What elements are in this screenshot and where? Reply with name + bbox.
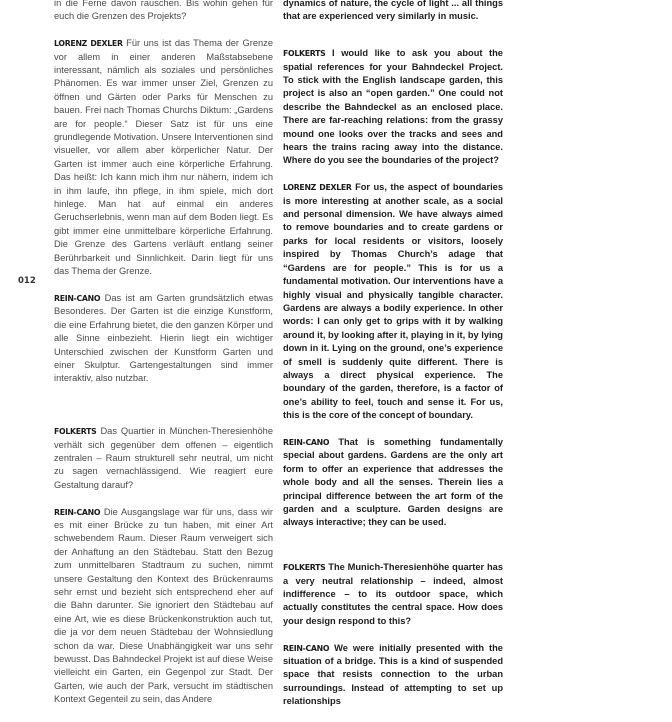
speaker-name: REIN-CANO bbox=[54, 293, 101, 303]
speaker-name: REIN-CANO bbox=[283, 437, 330, 447]
german-column bbox=[54, 0, 273, 720]
paragraph bbox=[283, 0, 503, 24]
paragraph bbox=[283, 181, 503, 422]
speaker-name: REIN-CANO bbox=[283, 643, 330, 653]
paragraph-text: I would like to ask you about the spatial references for your Bahndeckel Project. To stick with the English landscape garden, this project is also an “open garden.” One could not describe the Bahndeckel as an enclosed place. There are far-reaching relations: from the grassy mound one looks over the tracks and sees and hears the trains racing away into the distance. Where do you see the boundaries of the project? bbox=[283, 48, 503, 166]
paragraph-text: We were initially presented with the situation of a bridge. This is a kind of suspended space that resists connection to the urban surroundings. Instead of attempting to set up relationships bbox=[283, 642, 503, 707]
paragraph bbox=[54, 292, 273, 386]
speaker-name: FOLKERTS bbox=[54, 427, 97, 437]
paragraph-text: Die Ausgangslage war für uns, dass wir es mit einer Brücke zu tun haben, mit einer Art schwebendem Raum. Dieser Raum verweigert sich der Anhaftung an den Städtebau. Statt den Bezug zum unmittelbaren Stadtraum zu suchen, nimmt unsere Gestaltung den Kontext des Brückenraums sehr ernst und bezieht sich entsprechend eher auf die Bahn darunter. Sie ignoriert den Städtebau auf eine Art, wie es diese Brückenkonstruktion auch tut, die ja vor dem neuen Städtebau der Wohnsiedlung schon da war. Diese Unabhängigkeit war uns sehr bewusst. Das Bahndeckel Projekt ist auf diese Weise vielleicht ein Garten, ein Gegenpol zur Stadt. Der Garten, wie auch der Park, versucht im städtischen Kontext Gegenteil zu sein, das Andere bbox=[54, 506, 273, 705]
speaker-name: REIN-CANO bbox=[54, 507, 101, 517]
paragraph-text: For us, the aspect of boundaries is more interesting at another scale, as a social and personal dimension. We have always aimed to remove boundaries and to create gardens or parks for local residents or visitors, loosely inspired by Thomas Church’s adage that “Gardens are for people.” This is for us a fundamental motivation. Our interventions have a highly visual and physically tangible character. Gardens are always a bodily experience. In other words: I can only get to grips with it by walking around it, by looking after it, playing in it, by lying down in it. Lying on the ground, one’s experience of smell is suddenly quite different. There is always a direct physical experience. The boundary of the garden, therefore, is a factor of one’s ability to feel, touch and sense it. For us, this is the core of the concept of boundary. bbox=[283, 182, 504, 421]
paragraph bbox=[283, 561, 503, 628]
paragraph-text: That is something fundamentally special about gardens. Gardens are the only art form to offer an experience that addresses the whole body and all the senses. Therein lies a principal difference between the art form of the garden and a sculpture. Garden designs are always interactive; they can be used. bbox=[283, 436, 503, 528]
paragraph bbox=[54, 37, 273, 278]
paragraph-text: Das Quartier in München-Theresienhöhe verhält sich gegenüber dem offenen – eigentlich zentralen – Raum strukturell sehr neutral, um nicht zu sagen vernachlässigend. Wie reagiert eure Gestaltung darauf? bbox=[54, 426, 273, 490]
speaker-name: FOLKERTS bbox=[283, 49, 326, 59]
spacer bbox=[283, 543, 503, 561]
paragraph-text: dynamics of nature, the cycle of light ... all things that are experienced very similarly in music. bbox=[283, 0, 503, 22]
paragraph bbox=[283, 642, 503, 709]
spacer bbox=[54, 399, 273, 425]
paragraph bbox=[54, 0, 273, 24]
paragraph-text: Für uns ist das Thema der Grenze vor allem in einer anderen Maßstabsebene interessant, nämlich als soziales und persönliches Phänomen. Es war immer unser Ziel, Grenzen zu öffnen und Gärten oder Parks für Menschen zu bauen. Frei nach Thomas Churchs Diktum: „Gardens are for people.“ Dieser Satz ist für uns eine grundlegende Motivation. Unsere Interventionen sind visueller, vor allem aber körperlicher Natur. Der Garten ist immer auch eine körperliche Erfahrung. Das heißt: Ich kann mich ihm nur nähern, indem ich in ihm laufe, ihn pflege, in ihm spiele, mich dort hinlege. Man hat auf einmal ein anderes Geruchserlebnis, wenn man auf dem Boden liegt. Es gibt immer eine unmittelbare körperliche Erfahrung. Die Grenze des Gartens verläuft entlang seiner Berührbarkeit und Sinnlichkeit. Darin liegt für uns das Thema der Grenze. bbox=[54, 38, 273, 277]
paragraph bbox=[283, 436, 503, 530]
paragraph-text: The Munich-Theresienhöhe quarter has a very neutral relationship – indeed, almost indifference – to its outdoor space, which actually constitutes the central space. How does your design respond to this? bbox=[283, 562, 503, 626]
english-column bbox=[283, 0, 503, 722]
paragraph bbox=[283, 47, 503, 168]
spacer bbox=[283, 37, 503, 47]
speaker-name: FOLKERTS bbox=[283, 563, 326, 573]
paragraph bbox=[54, 506, 273, 707]
paragraph-text: Das ist am Garten grundsätzlich etwas Besonderes. Der Garten ist die einzige Kunstform, die eine Erfahrung bietet, die den ganzen Körper und alle Sinne einbezieht. Hierin liegt ein wichtiger Unterschied zwischen der Kunstform Garten und einer Skulptur. Gartengestaltungen sind immer interaktiv, also nutzbar. bbox=[54, 292, 273, 384]
speaker-name: LORENZ DEXLER bbox=[54, 39, 123, 49]
paragraph bbox=[54, 425, 273, 492]
page-number: 012 bbox=[18, 276, 36, 286]
paragraph-text: in die Ferne davon rauschen. Bis wohin gehen für euch die Grenzen des Projekts? bbox=[54, 0, 273, 22]
speaker-name: LORENZ DEXLER bbox=[283, 183, 352, 193]
